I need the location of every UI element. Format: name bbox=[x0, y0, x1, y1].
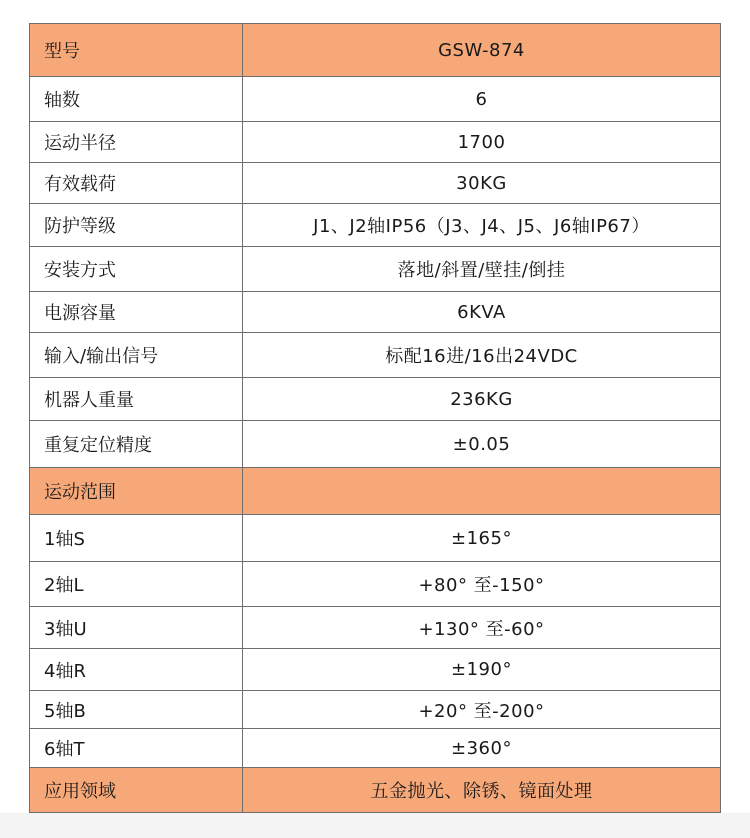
spec-label: 机器人重量 bbox=[30, 378, 243, 421]
spec-row-model bbox=[30, 24, 721, 77]
spec-label: 4轴R bbox=[30, 649, 243, 691]
spec-label: 安装方式 bbox=[30, 247, 243, 292]
spec-row-power bbox=[30, 292, 721, 333]
spec-value: 五金抛光、除锈、镜面处理 bbox=[243, 768, 721, 813]
spec-value: J1、J2轴IP56（J3、J4、J5、J6轴IP67） bbox=[243, 204, 721, 247]
spec-label: 运动半径 bbox=[30, 122, 243, 163]
spec-label: 3轴U bbox=[30, 607, 243, 649]
spec-value: 6KVA bbox=[243, 292, 721, 333]
spec-row-payload bbox=[30, 163, 721, 204]
spec-label: 5轴B bbox=[30, 691, 243, 729]
spec-label: 防护等级 bbox=[30, 204, 243, 247]
spec-label: 型号 bbox=[30, 24, 243, 77]
bottom-strip bbox=[0, 813, 750, 838]
spec-label: 2轴L bbox=[30, 562, 243, 607]
spec-table bbox=[29, 23, 721, 813]
spec-label: 6轴T bbox=[30, 729, 243, 768]
spec-value: +20° 至-200° bbox=[243, 691, 721, 729]
spec-row-io bbox=[30, 333, 721, 378]
spec-value: ±360° bbox=[243, 729, 721, 768]
spec-value: ±165° bbox=[243, 515, 721, 562]
spec-label: 应用领域 bbox=[30, 768, 243, 813]
spec-value: ±190° bbox=[243, 649, 721, 691]
spec-value: 标配16进/16出24VDC bbox=[243, 333, 721, 378]
spec-label: 1轴S bbox=[30, 515, 243, 562]
spec-row-axis6 bbox=[30, 729, 721, 768]
spec-row-axis5 bbox=[30, 691, 721, 729]
spec-value: 落地/斜置/壁挂/倒挂 bbox=[243, 247, 721, 292]
spec-row-weight bbox=[30, 378, 721, 421]
spec-row-axis3 bbox=[30, 607, 721, 649]
spec-row-mounting bbox=[30, 247, 721, 292]
spec-row-radius bbox=[30, 122, 721, 163]
spec-value: +80° 至-150° bbox=[243, 562, 721, 607]
spec-row-axes bbox=[30, 77, 721, 122]
spec-value: 30KG bbox=[243, 163, 721, 204]
spec-row-repeatability bbox=[30, 421, 721, 468]
spec-row-axis4 bbox=[30, 649, 721, 691]
spec-label: 电源容量 bbox=[30, 292, 243, 333]
spec-value: +130° 至-60° bbox=[243, 607, 721, 649]
spec-label: 运动范围 bbox=[30, 468, 243, 515]
spec-value: 6 bbox=[243, 77, 721, 122]
spec-label: 有效载荷 bbox=[30, 163, 243, 204]
spec-value bbox=[243, 468, 721, 515]
spec-value: ±0.05 bbox=[243, 421, 721, 468]
spec-label: 重复定位精度 bbox=[30, 421, 243, 468]
spec-row-axis2 bbox=[30, 562, 721, 607]
spec-row-protection bbox=[30, 204, 721, 247]
spec-row-motion-range bbox=[30, 468, 721, 515]
spec-row-application bbox=[30, 768, 721, 813]
spec-value: 1700 bbox=[243, 122, 721, 163]
spec-value: GSW-874 bbox=[243, 24, 721, 77]
spec-label: 轴数 bbox=[30, 77, 243, 122]
spec-label: 输入/输出信号 bbox=[30, 333, 243, 378]
spec-value: 236KG bbox=[243, 378, 721, 421]
spec-row-axis1 bbox=[30, 515, 721, 562]
